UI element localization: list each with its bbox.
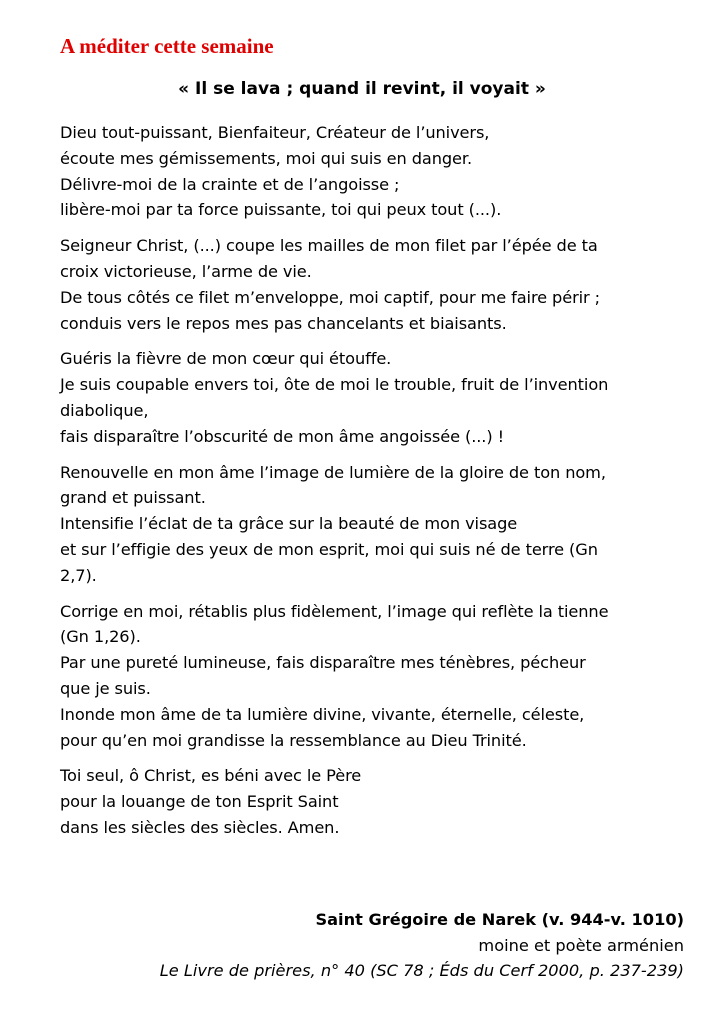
text-line: Corrige en moi, rétablis plus fidèlement, l’image qui reflète la tienne [60, 601, 609, 621]
paragraph [60, 120, 680, 223]
paragraph [60, 346, 680, 449]
text-line: Inonde mon âme de ta lumière divine, vivante, éternelle, céleste, [60, 704, 585, 724]
author-name: Saint Grégoire de Narek (v. 944-v. 1010) [315, 910, 684, 929]
text-line: grand et puissant. [60, 488, 206, 508]
text-line: conduis vers le repos mes pas chancelants et biaisants. [60, 313, 507, 333]
text-line: Seigneur Christ, (...) coupe les mailles de mon filet par l’épée de ta [60, 236, 598, 256]
text-line: écoute mes gémissements, moi qui suis en danger. [60, 148, 472, 168]
text-line: pour qu’en moi grandisse la ressemblance au Dieu Trinité. [60, 730, 527, 750]
quote-subtitle: « Il se lava ; quand il revint, il voyait » [178, 79, 546, 99]
attribution [160, 907, 684, 984]
paragraph [60, 763, 680, 840]
text-line: diabolique, [60, 400, 149, 420]
text-line: (Gn 1,26). [60, 627, 141, 647]
author-description: moine et poète arménien [478, 935, 684, 955]
page-heading: A méditer cette semaine [60, 34, 274, 58]
paragraph [60, 233, 680, 336]
text-line: que je suis. [60, 678, 151, 698]
text-line: dans les siècles des siècles. Amen. [60, 817, 340, 837]
source-citation: Le Livre de prières, n° 40 (SC 78 ; Éds du Cerf 2000, p. 237-239) [159, 961, 684, 980]
text-line: libère-moi par ta force puissante, toi qui peux tout (...). [60, 200, 502, 220]
text-line: fais disparaître l’obscurité de mon âme angoissée (...) ! [60, 426, 504, 446]
text-line: De tous côtés ce filet m’enveloppe, moi captif, pour me faire périr ; [60, 287, 600, 307]
prayer-text [60, 120, 680, 851]
text-line: Intensifie l’éclat de ta grâce sur la beauté de mon visage [60, 514, 518, 534]
text-line: 2,7). [60, 565, 97, 585]
text-line: Toi seul, ô Christ, es béni avec le Père [60, 766, 362, 786]
text-line: Dieu tout-puissant, Bienfaiteur, Créateur de l’univers, [60, 123, 490, 142]
text-line: Délivre-moi de la crainte et de l’angoisse ; [60, 174, 400, 194]
text-line: Par une pureté lumineuse, fais disparaître mes ténèbres, pécheur [60, 653, 586, 673]
paragraph [60, 460, 680, 589]
text-line: croix victorieuse, l’arme de vie. [60, 261, 312, 281]
text-line: et sur l’effigie des yeux de mon esprit, moi qui suis né de terre (Gn [60, 539, 598, 559]
text-line: Guéris la fièvre de mon cœur qui étouffe. [60, 349, 392, 369]
paragraph [60, 599, 680, 754]
text-line: Je suis coupable envers toi, ôte de moi le trouble, fruit de l’invention [60, 375, 609, 395]
text-line: Renouvelle en mon âme l’image de lumière de la gloire de ton nom, [60, 462, 606, 482]
text-line: pour la louange de ton Esprit Saint [60, 792, 339, 812]
